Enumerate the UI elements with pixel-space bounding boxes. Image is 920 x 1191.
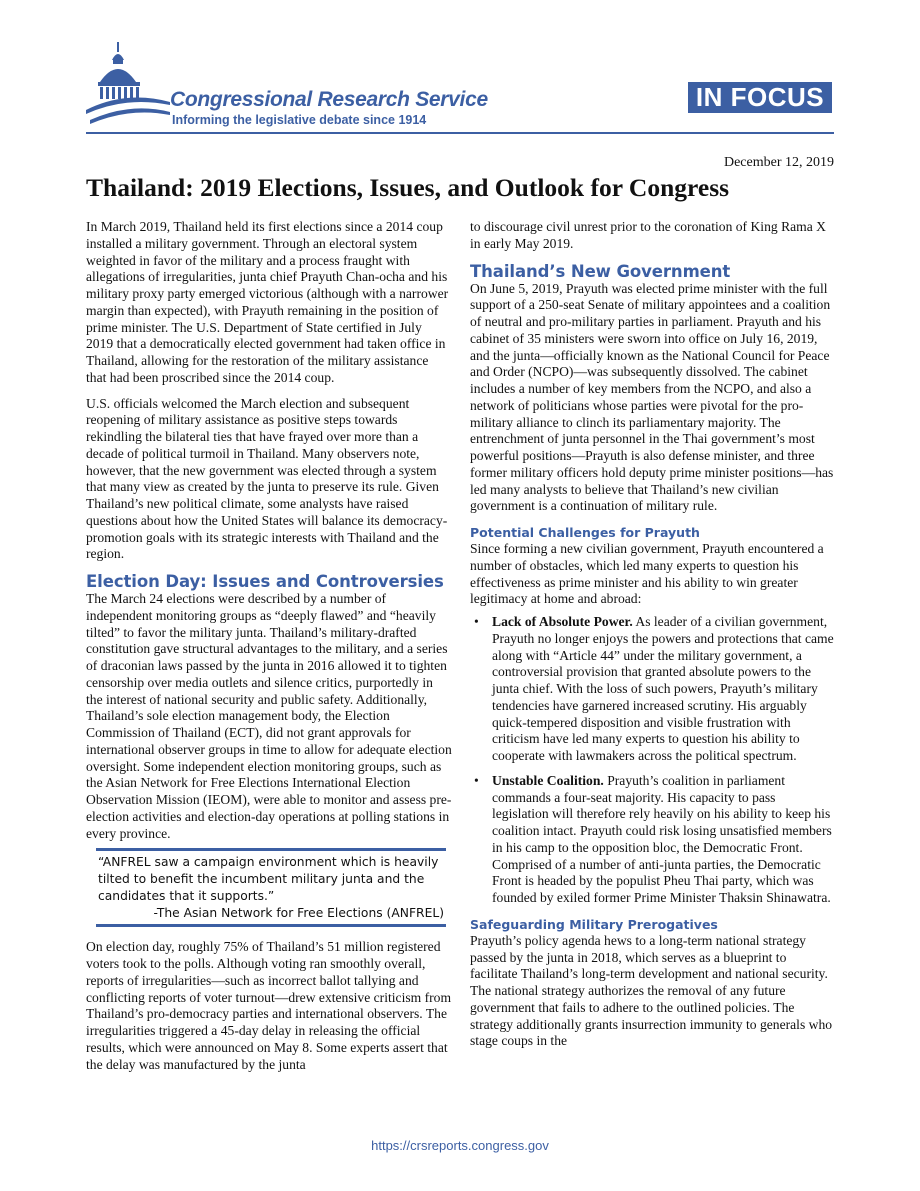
continued-paragraph: to discourage civil unrest prior to the coronation of King Rama X in early May 2019. [470, 219, 826, 251]
election-day-closing-paragraph: On election day, roughly 75% of Thailand’s 51 million registered voters took to the polls. Although voting ran smoothly overall, reports of irregularities—such as incorrect ballot tallying and conflicting reports of voter turnout—drew extensive criticism from Thailand’s pro-democracy parties and international observers. The irregularities triggered a 45-day delay in releasing the official results, which were announced on May 8. Some experts assert that the delay was manufactured by the junta [86, 939, 452, 1072]
list-item [470, 614, 834, 765]
publication-date: December 12, 2019 [723, 155, 834, 170]
bullet-text: As leader of a civilian government, Prayuth no longer enjoys the powers and protections that came along with “Article 44” under the military government, a controversial provision that granted absolute powers to the junta chief. With the loss of such powers, Prayuth’s military tendencies have garnered increased scrutiny. His arguably quick-tempered disposition and visible frustration with criticism have led many experts to question his ability to cooperate with lawmakers across the political spectrum. [492, 614, 834, 763]
left-column [86, 219, 452, 1073]
capitol-dome-logo [86, 40, 176, 130]
list-item [470, 773, 834, 907]
intro-paragraph-2: U.S. officials welcomed the March election and subsequent reopening of military assistance as positive steps towards rekindling the bilateral ties that have frayed over more than a decade of political turmoil in Thailand. Many observers note, however, that the new government was elected through a system that many view as created by the junta to preserve its rule. Given Thailand’s new political climate, some analysts have raised questions about how the United States will balance its democracy-promotion goals with its strategic interests with Thailand and the region. [86, 395, 448, 562]
pull-quote [96, 848, 446, 927]
subheading-challenges: Potential Challenges for Prayuth [470, 525, 700, 540]
document-title: Thailand: 2019 Elections, Issues, and Outlook for Congress [86, 173, 730, 202]
org-tagline: Informing the legislative debate since 1914 [172, 113, 427, 127]
footer-url-link[interactable]: https://crsreports.congress.gov [371, 1138, 549, 1153]
election-day-paragraph: The March 24 elections were described by a number of independent monitoring groups as “deeply flawed” and “heavily tilted” to favor the military junta. Thailand’s military-drafted constitution gave structural advantages to the military, and a series of draconian laws passed by the junta in 2016 allowed it to tighten censorship over media outlets and silence critics, purportedly in the interest of national security and public safety. Additionally, Thailand’s sole election management body, the Election Commission of Thailand (ECT), did not grant approvals for international observer groups in time to allow for adequate election oversight. Some independent election monitoring groups, such as the Asian Network for Free Elections International Election Observation Mission (IEOM), were able to monitor and assess pre-election activities and election-day operations at polling stations in every province. [86, 591, 452, 841]
bullet-lead: Unstable Coalition. [492, 772, 604, 788]
section-heading-election-day: Election Day: Issues and Controversies [86, 572, 444, 591]
in-focus-badge: IN FOCUS [688, 82, 832, 113]
subheading-military-prerogatives: Safeguarding Military Prerogatives [470, 916, 718, 932]
org-name: Congressional Research Service [170, 88, 488, 111]
bullet-marker: • [474, 772, 479, 788]
bullet-lead: Lack of Absolute Power. [492, 614, 633, 629]
intro-paragraph-1: In March 2019, Thailand held its first elections since a 2014 coup installed a military government. Through an electoral system weighted in favor of the military and a process fraught with allegations of irregularities, junta chief Prayuth Chan-ocha and his military proxy party emerged victorious (although with a narrower margin than expected), with Prayuth remaining in the position of prime minister. The U.S. Department of State certified in July 2019 that a democratically elected government had taken office in Thailand, allowing for the restoration of the military assistance that had been proscribed since the 2014 coup. [86, 219, 449, 385]
pull-quote-attribution: -The Asian Network for Free Elections (ANFREL) [153, 906, 444, 921]
section-heading-new-government: Thailand’s New Government [470, 261, 731, 281]
pull-quote-text: “ANFREL saw a campaign environment which is heavily tilted to benefit the incumbent military junta and the candidates that it supports.” [98, 855, 439, 904]
right-column [470, 219, 834, 1050]
new-government-paragraph: On June 5, 2019, Prayuth was elected prime minister with the full support of a 250-seat Senate of military appointees and a coalition of neutral and pro-military parties in parliament. Prayuth and his cabinet of 35 ministers were sworn into office on July 16, 2019, and the junta—officially known as the National Council for Peace and Order (NCPO)—was subsequently dissolved. The cabinet includes a number of key members from the NCPO, and also a network of politicians whose parties were pivotal for the pro-military alliance to clinch its parliamentary majority. The entrenchment of junta personnel in the Thai government’s most powerful positions—Prayuth is also defense minister, and three former military officers hold deputy prime minister positions—has led many analysts to believe that Thailand’s new civilian government is a continuation of military rule. [470, 280, 834, 514]
header-rule [86, 132, 834, 134]
bullet-marker: • [474, 614, 479, 629]
bullet-text: Prayuth’s coalition in parliament commands a four-seat majority. His capacity to pass legislation will therefore rely heavily on his ability to keep his coalition intact. Prayuth could risk losing unsatisfied members in his camp to the opposition bloc, the Democratic Front. Comprised of a number of anti-junta parties, the Democratic Front is headed by the populist Pheu Thai party, which was founded by exiled former Prime Minister Thaksin Shinawatra. [492, 772, 832, 905]
challenges-paragraph: Since forming a new civilian government, Prayuth encountered a number of obstacles, which led many experts to question his effectiveness as prime minister and his ability to win greater legitimacy at home and abroad: [470, 541, 824, 607]
challenges-list [470, 614, 834, 907]
military-prerogatives-paragraph: Prayuth’s policy agenda hews to a long-term national strategy passed by the junta in 2018, which serves as a blueprint to facilitate Thailand’s long-term development and national security. The national strategy authorizes the removal of any future government that fails to adhere to the outlined policies. The strategy additionally grants insurrection immunity to generals who stage coups in the [470, 932, 833, 1049]
